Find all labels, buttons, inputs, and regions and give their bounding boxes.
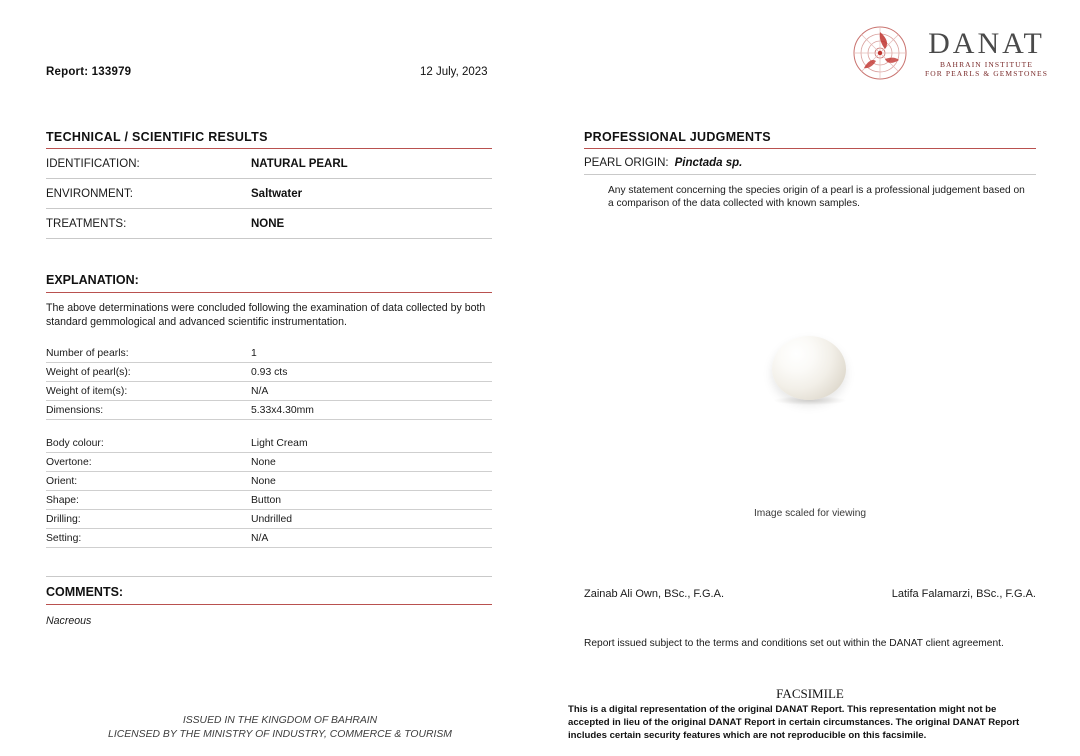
comments-text: Nacreous [46, 614, 92, 627]
right-column [584, 130, 1036, 211]
detail-value: Undrilled [251, 513, 293, 525]
environment-label: ENVIRONMENT: [46, 188, 133, 200]
detail-label: Number of pearls: [46, 347, 129, 359]
signature-right: Latifa Falamarzi, BSc., F.G.A. [891, 588, 1036, 600]
detail-label: Setting: [46, 532, 82, 544]
table-row [46, 529, 492, 548]
detail-value: N/A [251, 532, 269, 544]
detail-label: Body colour: [46, 437, 104, 449]
explanation-text: The above determinations were concluded following the examination of data collected by both standard gemmological and advanced scientific instrumentation. [46, 302, 486, 328]
issued-in-kingdom [60, 714, 500, 742]
table-row [46, 434, 492, 453]
issued-line-1: ISSUED IN THE KINGDOM OF BAHRAIN [182, 715, 378, 726]
identification-value: NATURAL PEARL [251, 158, 348, 170]
danat-logo [849, 22, 1048, 84]
detail-value: None [251, 456, 276, 468]
pearl-origin-row [584, 149, 1036, 174]
table-row [46, 401, 492, 420]
logo-title: DANAT [928, 26, 1045, 60]
danat-emblem-icon [849, 22, 911, 84]
facsimile-text: This is a digital representation of the original DANAT Report. This representation might not be accepted in lieu of the original DANAT Report in certain circumstances. The original DANAT Report includes certain security features which are not reproducible on this facsimile. [568, 704, 1020, 741]
divider [46, 292, 492, 293]
detail-value: None [251, 475, 276, 487]
detail-value: N/A [251, 385, 269, 397]
environment-value: Saltwater [251, 188, 303, 200]
spacer [46, 420, 492, 434]
explanation-title: EXPLANATION: [46, 273, 139, 287]
treatments-row [46, 209, 492, 238]
comments-title: COMMENTS: [46, 584, 124, 599]
logo-subtitle-1: BAHRAIN INSTITUTE [939, 60, 1034, 70]
divider [46, 576, 492, 577]
pearl-photo [772, 336, 846, 400]
left-column [46, 130, 492, 627]
pearl-origin-value: Pinctada sp. [674, 157, 743, 169]
table-row [46, 363, 492, 382]
environment-row [46, 179, 492, 208]
identification-row [46, 149, 492, 178]
divider [584, 174, 1036, 175]
pearl-origin-label: PEARL ORIGIN: [584, 157, 669, 169]
facsimile-title: FACSIMILE [776, 686, 844, 701]
detail-label: Drilling: [46, 513, 81, 525]
pearl-origin-note: Any statement concerning the species origin of a pearl is a professional judgement based on a comparison of the data collected with known samples. [608, 185, 1025, 210]
identification-label: IDENTIFICATION: [46, 158, 140, 170]
detail-label: Weight of item(s): [46, 385, 128, 397]
treatments-value: NONE [251, 218, 285, 230]
table-row [46, 472, 492, 491]
pearl-details-table [46, 344, 492, 577]
detail-label: Weight of pearl(s): [46, 366, 131, 378]
detail-value: 0.93 cts [251, 366, 288, 378]
detail-label: Shape: [46, 494, 79, 506]
report-number: Report: 133979 [46, 66, 132, 78]
treatments-label: TREATMENTS: [46, 218, 127, 230]
danat-wordmark [925, 28, 1048, 78]
detail-label: Dimensions: [46, 404, 104, 416]
table-row [46, 510, 492, 529]
professional-judgments-title: PROFESSIONAL JUDGMENTS [584, 130, 771, 144]
image-caption: Image scaled for viewing [753, 508, 867, 519]
signatures [584, 588, 1036, 600]
detail-label: Orient: [46, 475, 78, 487]
detail-value: Light Cream [251, 437, 308, 449]
issued-line-2: LICENSED BY THE MINISTRY OF INDUSTRY, COMMERCE & TOURISM [108, 729, 452, 741]
report-terms-note: Report issued subject to the terms and conditions set out within the DANAT client agreement. [584, 638, 1004, 649]
table-row [46, 491, 492, 510]
table-row [46, 382, 492, 401]
table-row [46, 453, 492, 472]
detail-label: Overtone: [46, 456, 92, 468]
report-header [0, 0, 1080, 110]
detail-value: 1 [251, 347, 257, 359]
detail-value: 5.33x4.30mm [251, 404, 314, 416]
report-date: 12 July, 2023 [420, 66, 488, 78]
logo-subtitle-2: FOR PEARLS & GEMSTONES [924, 69, 1048, 79]
pearl-image-area [584, 300, 1036, 540]
spacer [46, 548, 492, 576]
technical-results-title: TECHNICAL / SCIENTIFIC RESULTS [46, 130, 268, 144]
divider [46, 238, 492, 239]
table-row [46, 344, 492, 363]
signature-left: Zainab Ali Own, BSc., F.G.A. [584, 588, 724, 600]
divider [46, 604, 492, 605]
detail-value: Button [251, 494, 282, 506]
